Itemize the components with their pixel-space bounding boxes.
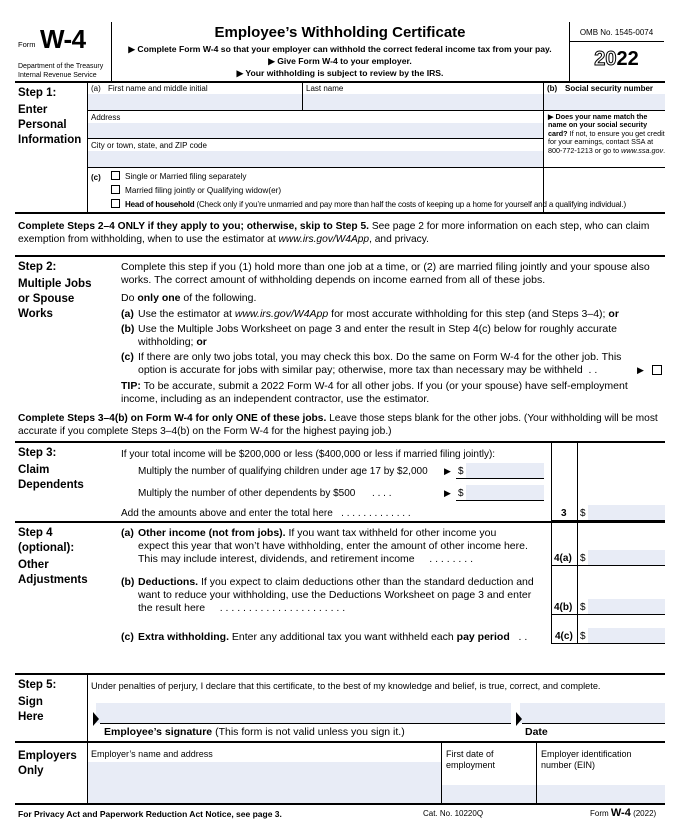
step2-b-label: (b) (121, 323, 135, 335)
first-date-input[interactable] (442, 785, 536, 803)
single-label: Single or Married filing separately (125, 172, 247, 181)
line-4a-number: 4(a) (554, 553, 572, 564)
two-jobs-checkbox[interactable] (652, 365, 662, 375)
step2-a-text: Use the estimator at www.irs.gov/W4App for most accurate withholding for this step (and Steps 3–4); or (138, 308, 619, 320)
others-dollar-sign: $ (458, 488, 464, 499)
line-b-label: (b) (547, 84, 558, 93)
step4-b-text-1: Deductions. If you expect to claim deductions other than the standard deduction and (138, 576, 534, 588)
step1-heading: Step 1: Enter Personal Information (18, 87, 82, 146)
form-label: Form (18, 40, 36, 49)
line-3-input[interactable] (588, 505, 665, 520)
step4-a-text-3: This may include interest, dividends, and retirement income . . . . . . . . (138, 553, 473, 565)
children-dollar-sign: $ (458, 466, 464, 477)
step4-a-label: (a) (121, 527, 134, 539)
married-jointly-label: Married filing jointly or Qualifying widow(er) (125, 186, 282, 195)
signature-arrow-icon (93, 712, 99, 726)
line-c-label: (c) (91, 173, 101, 182)
signature-label: Employee’s signature (This form is not valid unless you sign it.) (104, 726, 405, 738)
step2-a-label: (a) (121, 308, 134, 320)
city-input[interactable] (88, 151, 543, 167)
line-3-dollar: $ (580, 508, 586, 519)
other-dependents-input[interactable] (466, 485, 544, 500)
last-name-input[interactable] (303, 94, 543, 110)
address-label: Address (91, 113, 121, 122)
step2-do-one: Do only one of the following. (121, 292, 257, 304)
line-4c-dollar: $ (580, 631, 586, 642)
tax-year: 2022 (594, 48, 639, 70)
ssn-label: Social security number (565, 84, 654, 93)
step2-c-arrow-icon: ▶ (637, 365, 644, 375)
line-4b-input[interactable] (588, 599, 665, 614)
employer-name-label: Employer’s name and address (91, 749, 213, 759)
head-of-household-checkbox[interactable] (111, 199, 120, 208)
first-name-input[interactable] (88, 94, 302, 110)
line-4c-input[interactable] (588, 628, 665, 643)
step4-c-label: (c) (121, 631, 134, 643)
ein-label: Employer identification number (EIN) (541, 749, 632, 770)
header-instruction-1: ▶ Complete Form W-4 so that your employer can withhold the correct federal income tax from your pay. (128, 44, 552, 54)
others-arrow-icon: ▶ (444, 488, 451, 498)
step3-heading: Step 3: Claim Dependents (18, 447, 84, 491)
footer-form-id: Form W-4 (2022) (590, 807, 657, 819)
steps-2-4-notice: Complete Steps 2–4 ONLY if they apply to you; otherwise, skip to Step 5. See page 2 for more information on each step, who can claim exemption from withholding, when to use the estimator at www.irs.gov/W4App, and privacy. (18, 221, 650, 245)
signature-input[interactable] (96, 703, 511, 723)
step4-a-text-2: expect this year that won’t have withholding, enter the amount of other income here. (138, 540, 528, 552)
name-match-note: ▶ Does your name match the name on your social security card? If not, to ensure you get credit for your earnings, contact SSA at 800-772-1213 or go to www.ssa.gov. (548, 112, 666, 155)
line-3-number: 3 (561, 508, 567, 519)
employer-name-input[interactable] (88, 762, 441, 803)
step2-intro: Complete this step if you (1) hold more than one job at a time, or (2) are married filing jointly and your spouse also works. The correct amount of withholding depends on income earned from all of these jobs. (121, 261, 650, 286)
privacy-notice: For Privacy Act and Paperwork Reduction Act Notice, see page 3. (18, 809, 282, 819)
city-label: City or town, state, and ZIP code (91, 141, 207, 150)
header-instruction-2: ▶ Give Form W-4 to your employer. (268, 56, 412, 66)
catalog-number: Cat. No. 10220Q (423, 809, 484, 818)
qualifying-children-input[interactable] (466, 463, 544, 478)
address-input[interactable] (88, 123, 543, 138)
step3-intro: If your total income will be $200,000 or less ($400,000 or less if married filing jointly): (121, 449, 496, 460)
step4-heading: Step 4 (optional): Other Adjustments (18, 527, 88, 586)
line-4c-number: 4(c) (555, 631, 573, 642)
step4-b-text-2: want to reduce your withholding, use the Deductions Worksheet on page 3 and enter (138, 589, 532, 601)
step4-c-text: Extra withholding. Enter any additional tax you want withheld each pay period . . (138, 631, 528, 643)
line-4a-input[interactable] (588, 550, 665, 565)
step4-b-text-3: the result here . . . . . . . . . . . . . . . . . . . . . . (138, 602, 346, 614)
head-of-household-label: Head of household (Check only if you’re unmarried and pay more than half the costs of keeping up a home for yourself and a qualifying individual.) (125, 200, 627, 209)
step4-a-text-1: Other income (not from jobs). If you want tax withheld for other income you (138, 527, 497, 539)
step2-c-text-1: If there are only two jobs total, you may check this box. Do the same on Form W-4 for the other job. This (138, 351, 622, 363)
employers-heading: Employers Only (18, 750, 77, 777)
single-checkbox[interactable] (111, 171, 120, 180)
steps-3-4b-notice: Complete Steps 3–4(b) on Form W-4 for only ONE of these jobs. Leave those steps blank for the other jobs. (Your withholding will be most accurate if you complete Steps 3–4(b) on the Form W-4 for the highest paying job.) (18, 413, 658, 437)
dept-treasury: Department of the Treasury Internal Revenue Service (18, 63, 104, 79)
perjury-statement: Under penalties of perjury, I declare that this certificate, to the best of my knowledge and belief, is true, correct, and complete. (91, 681, 601, 691)
omb-number: OMB No. 1545-0074 (579, 28, 654, 37)
step2-heading: Step 2: Multiple Jobs or Spouse Works (18, 261, 92, 320)
form-id: W-4 (40, 24, 86, 54)
other-dependents-text: Multiply the number of other dependents by $500 . . . . (138, 488, 392, 499)
step3-total-text: Add the amounts above and enter the total here . . . . . . . . . . . . . (121, 508, 411, 519)
ssn-input[interactable] (544, 94, 665, 110)
first-date-label: First date of employment (446, 749, 496, 770)
ein-input[interactable] (537, 785, 665, 803)
children-arrow-icon: ▶ (444, 466, 451, 476)
line-a-label: (a) (91, 84, 101, 93)
line-4b-dollar: $ (580, 602, 586, 613)
step5-heading: Step 5: Sign Here (18, 679, 57, 723)
line-4a-dollar: $ (580, 553, 586, 564)
last-name-label: Last name (306, 84, 344, 93)
step2-c-label: (c) (121, 351, 134, 363)
date-input[interactable] (520, 703, 665, 723)
line-4b-number: 4(b) (554, 602, 573, 613)
date-label: Date (525, 726, 548, 738)
step2-b-text: Use the Multiple Jobs Worksheet on page 3 and enter the result in Step 4(c) below for roughly accurate withholding; or (138, 323, 617, 348)
step4-b-label: (b) (121, 576, 135, 588)
step2-c-text-2: option is accurate for jobs with similar pay; otherwise, more tax than necessary may be withheld . . (138, 364, 598, 376)
header-instruction-3: ▶ Your withholding is subject to review by the IRS. (236, 68, 444, 78)
qualifying-children-text: Multiply the number of qualifying children under age 17 by $2,000 (138, 466, 428, 477)
married-jointly-checkbox[interactable] (111, 185, 120, 194)
first-name-label: First name and middle initial (108, 84, 208, 93)
form-title: Employee’s Withholding Certificate (214, 24, 466, 41)
step2-tip: TIP: To be accurate, submit a 2022 Form W-4 for all other jobs. If you (or your spouse) have self-employment income, including as an independent contractor, use the estimator. (121, 380, 628, 405)
